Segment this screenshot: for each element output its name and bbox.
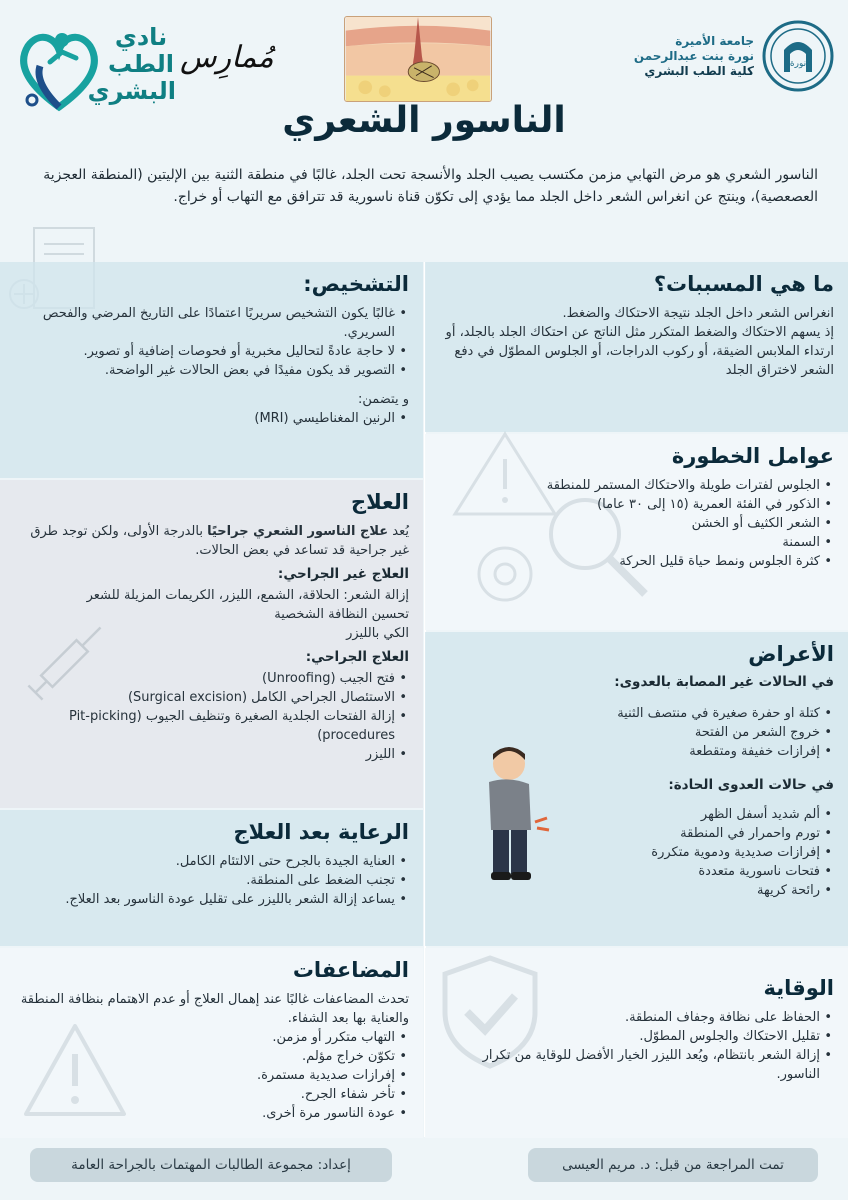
skin-cross-section-image	[344, 16, 492, 102]
header	[0, 0, 848, 160]
club-line1: نادي	[114, 23, 168, 51]
causes-section	[425, 262, 848, 432]
causes-line-1: انغراس الشعر داخل الجلد نتيجة الاحتكاك والضغط.	[562, 306, 834, 321]
risk-item: • السمنة	[439, 533, 820, 552]
surgical-heading: العلاج الجراحي:	[305, 649, 409, 665]
diagnosis-includes-item: • الرنين المغناطيسي (MRI)	[14, 409, 395, 428]
causes-heading: ما هي المسببات؟	[653, 272, 834, 296]
symptom-item: • كتلة او حفرة صغيرة في منتصف الثنية	[439, 704, 820, 723]
treatment-intro-suffix: بالدرجة الأولى، ولكن توجد طرق غير جراحية قد تساعد في بعض الحالات.	[30, 524, 409, 558]
aftercare-section	[0, 810, 423, 946]
university-line1: جامعة الأميرة	[675, 34, 754, 48]
diagnosis-includes-label: و يتضمن:	[357, 392, 409, 407]
symptom-item: • خروج الشعر من الفتحة	[439, 723, 820, 742]
aftercare-item: • يساعد إزالة الشعر بالليزر على تقليل عودة الناسور بعد العلاج.	[14, 890, 395, 909]
nonsurgical-line: الكي بالليزر	[346, 626, 409, 641]
surgical-item: • إزالة الفتحات الجلدية الصغيرة وتنظيف الجيوب (Pit-picking procedures)	[14, 707, 395, 745]
risk-list	[439, 476, 834, 571]
prevention-heading: الوقاية	[763, 976, 834, 1000]
club-line2: الطب	[107, 50, 175, 78]
treatment-intro-bold: علاج الناسور الشعري جراحيًا	[207, 524, 389, 539]
complications-list	[14, 1028, 409, 1123]
nonsurgical-heading: العلاج غير الجراحي:	[277, 566, 409, 582]
risk-item: • الجلوس لفترات طويلة والاحتكاك المستمر للمنطقة	[439, 476, 820, 495]
treatment-intro-prefix: يُعد	[388, 524, 409, 539]
diagnosis-includes-list	[14, 409, 409, 428]
aftercare-item: • العناية الجيدة بالجرح حتى الالتئام الكامل.	[14, 852, 395, 871]
symptoms-section	[425, 632, 848, 946]
complication-item: • تكوّن خراج مؤلم.	[14, 1047, 395, 1066]
complication-item: • إفرازات صديدية مستمرة.	[14, 1066, 395, 1085]
treatment-intro	[14, 522, 409, 560]
symptom-item: • تورم واحمرار في المنطقة	[439, 824, 820, 843]
mumaris-logo: مُمارِس	[180, 40, 274, 75]
university-line2: نورة بنت عبدالرحمن	[633, 49, 754, 63]
risk-item: • الذكور في الفئة العمرية (١٥ إلى ٣٠ عاما)	[439, 495, 820, 514]
university-logo-icon	[762, 20, 834, 92]
diagnosis-item: • غالبًا يكون التشخيص سريريًا اعتمادًا على التاريخ المرضي والفحص السريري.	[14, 304, 395, 342]
symptom-item: • ألم شديد أسفل الظهر	[439, 805, 820, 824]
prevention-list	[439, 1008, 834, 1084]
prepared-by-credit: إعداد: مجموعة الطالبات المهتمات بالجراحة العامة	[30, 1148, 392, 1182]
diagnosis-section	[0, 262, 423, 478]
symptom-item: • فتحات ناسورية متعددة	[439, 862, 820, 881]
risk-factors-section	[425, 434, 848, 630]
page-title: الناسور الشعري	[282, 100, 566, 141]
prevention-item: • الحفاظ على نظافة وجفاف المنطقة.	[439, 1008, 820, 1027]
aftercare-list	[14, 852, 409, 909]
university-name	[634, 34, 754, 79]
complications-section	[0, 948, 423, 1138]
symptom-item: • إفرازات صديدية ودموية متكررة	[439, 843, 820, 862]
nonsurgical-line: إزالة الشعر: الحلاقة، الشمع، الليزر، الكريمات المزيلة للشعر	[86, 588, 409, 603]
surgical-item: • الاستئصال الجراحي الكامل (Surgical excision)	[14, 688, 395, 707]
prevention-section	[425, 948, 848, 1138]
prevention-item: • إزالة الشعر بانتظام، ويُعد الليزر الخيار الأفضل للوقاية من تكرار الناسور.	[439, 1046, 820, 1084]
treatment-heading: العلاج	[350, 490, 409, 514]
complication-item: • تأخر شفاء الجرح.	[14, 1085, 395, 1104]
surgical-list	[14, 669, 409, 764]
causes-line-2: إذ يسهم الاحتكاك والضغط المتكرر مثل الناتج عن احتكاك الجلد بالجلد، أو ارتداء الملابس الضيقة، أو ركوب الدراجات، أو الجلوس المطوّل في دفع الشعر لاختراق الجلد	[445, 325, 834, 378]
diagnosis-heading: التشخيص:	[303, 272, 409, 296]
svg-text:نورة: نورة	[789, 59, 807, 69]
nonsurgical-line: تحسين النظافة الشخصية	[274, 607, 409, 622]
complication-item: • عودة الناسور مرة أخرى.	[14, 1104, 395, 1123]
complication-item: • التهاب متكرر أو مزمن.	[14, 1028, 395, 1047]
reviewer-credit: تمت المراجعة من قبل: د. مريم العيسى	[528, 1148, 818, 1182]
aftercare-heading: الرعاية بعد العلاج	[233, 820, 409, 844]
symptoms-heading: الأعراض	[748, 642, 834, 666]
diagnosis-item: • لا حاجة عادةً لتحاليل مخبرية أو فحوصات إضافية أو تصوير.	[14, 342, 395, 361]
diagnosis-list	[14, 304, 409, 380]
diagnosis-item: • التصوير قد يكون مفيدًا في بعض الحالات غير الواضحة.	[14, 361, 395, 380]
acute-heading: في حالات العدوى الحادة:	[668, 777, 834, 793]
treatment-section	[0, 480, 423, 808]
risk-item: • الشعر الكثيف أو الخشن	[439, 514, 820, 533]
prevention-item: • تقليل الاحتكاك والجلوس المطوّل.	[439, 1027, 820, 1046]
noninfected-heading: في الحالات غير المصابة بالعدوى:	[614, 674, 834, 690]
aftercare-item: • تجنب الضغط على المنطقة.	[14, 871, 395, 890]
club-name	[87, 23, 176, 105]
complications-heading: المضاعفات	[292, 958, 409, 982]
man-back-pain-illustration	[465, 742, 555, 882]
risk-heading: عوامل الخطورة	[671, 444, 834, 468]
symptom-item: • رائحة كريهة	[439, 881, 820, 900]
club-line3: البشري	[87, 77, 176, 105]
surgical-item: • فتح الجيب (Unroofing)	[14, 669, 395, 688]
complications-intro: تحدث المضاعفات غالبًا عند إهمال العلاج أو عدم الاهتمام بنظافة المنطقة والعناية بها بعد الشفاء.	[20, 992, 409, 1026]
symptom-item: • إفرازات خفيفة ومتقطعة	[439, 742, 820, 761]
risk-item: • كثرة الجلوس ونمط حياة قليل الحركة	[439, 552, 820, 571]
surgical-item: • الليزر	[14, 745, 395, 764]
intro-paragraph: الناسور الشعري هو مرض التهابي مزمن مكتسب يصيب الجلد والأنسجة تحت الجلد، غالبًا في منطقة الثنية بين الإليتين (المنطقة العجزية العصعصية)، وينتج عن انغراس الشعر داخل الجلد مما يؤدي إلى تكوّن قناة ناسورية قد تترافق مع التهاب أو خراج.	[43, 167, 818, 205]
university-line3: كلية الطب البشري	[644, 64, 754, 78]
